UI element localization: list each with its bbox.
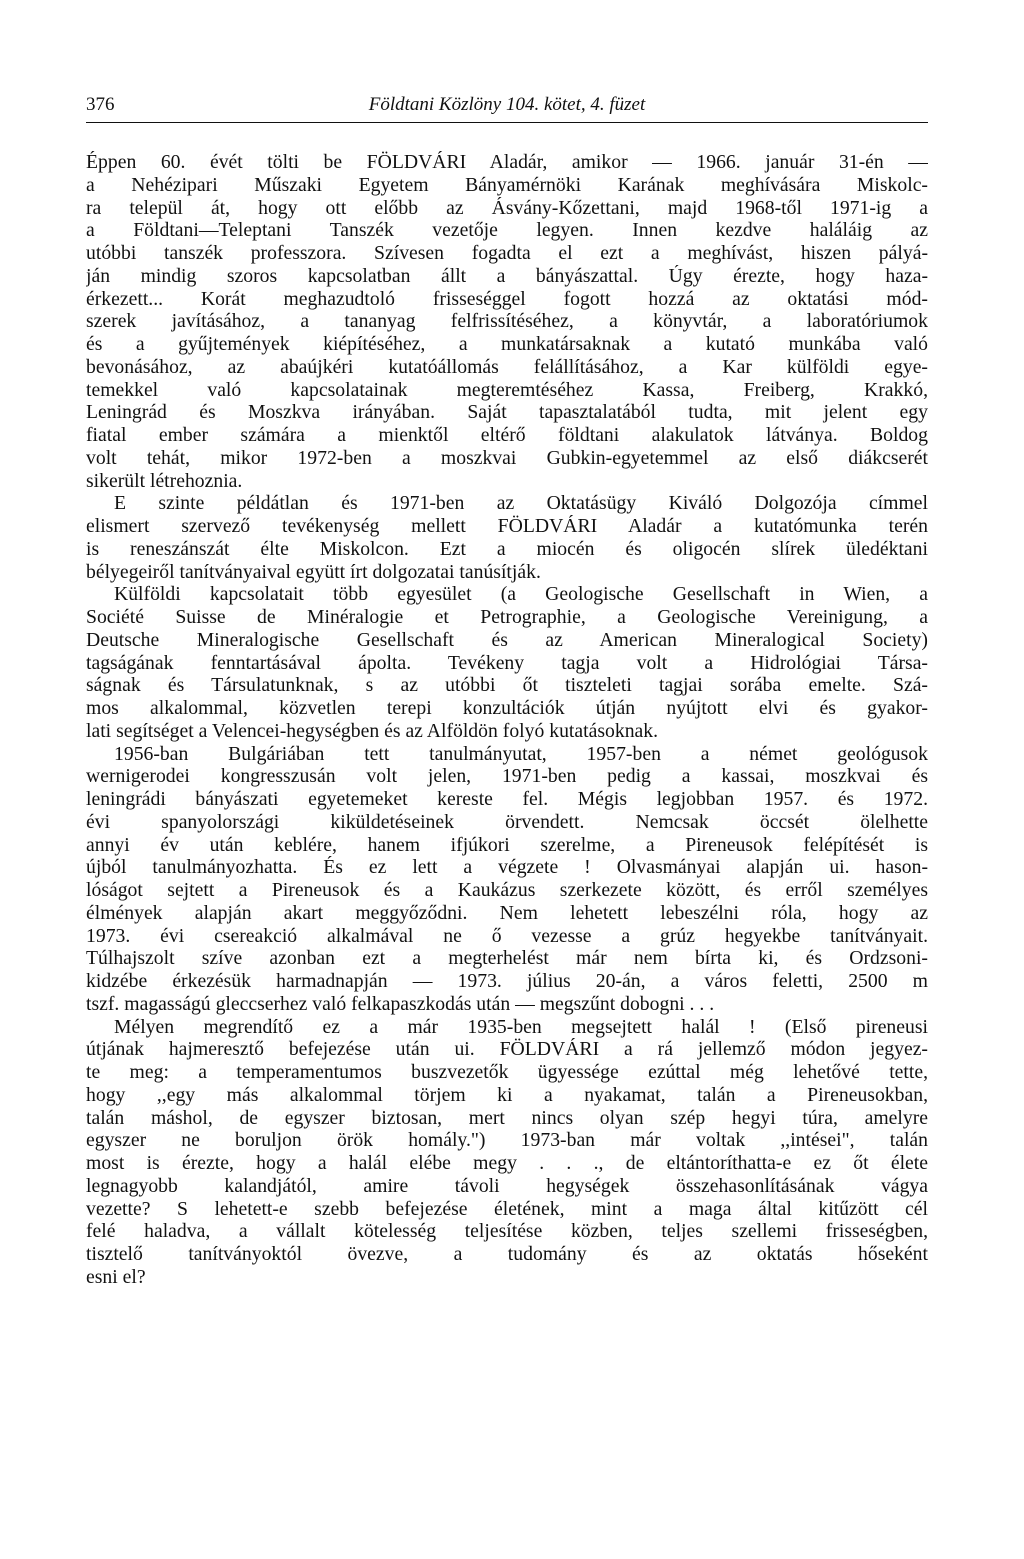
text-line: most is érezte, hogy a halál elébe megy . . ., de eltántoríthatta-e ez őt élete: [86, 1152, 928, 1174]
text-line: Túlhajszolt szíve azonban ezt a megterhelést már nem bírta ki, és Ordzsoni-: [86, 947, 928, 970]
text-line: utóbbi tanszék professzora. Szívesen fogadta el ezt a meghívást, hiszen pályá-: [86, 242, 928, 264]
text-line: hogy ,,egy más alkalommal törjem ki a nyakamat, talán a Pireneusokban,: [86, 1083, 928, 1106]
text-line: leningrádi bányászati egyetemeket kereste fel. Mégis legjobban 1957. és 1972.: [86, 788, 928, 810]
running-header: [86, 88, 928, 123]
text-line: évi spanyolországi kiküldetéseinek örvendett. Nemcsak öccsét ölelhette: [86, 810, 928, 833]
text-line: annyi év után keblére, hanem ifjúkori szerelme, a Pireneusok felépítését is: [86, 833, 928, 856]
text-line: ra települ át, hogy ott előbb az Ásvány-Kőzettani, majd 1968-től 1971-ig a: [86, 196, 928, 219]
text-line: és a gyűjtemények kiépítéséhez, a munkatársaknak a kutató munkába való: [86, 333, 928, 355]
text-line: egyszer ne boruljon örök homály.") 1973-ban már voltak ,,intései", talán: [86, 1129, 928, 1152]
text-line: kidzébe érkezésük harmadnapján — 1973. július 20-án, a város feletti, 2500 m: [86, 970, 928, 992]
text-line: is reneszánszát élte Miskolcon. Ezt a miocén és oligocén slírek üledéktani: [86, 537, 928, 560]
text-line: esni el?: [86, 1265, 146, 1288]
text-line: Leningrád és Moszkva irányában. Saját tapasztalatából tudta, mit jelent egy: [86, 401, 928, 424]
text-line: újból tanulmányozhatta. És ez lett a végzete ! Olvasmányai alapján ui. hason-: [86, 856, 928, 879]
text-line: mos alkalommal, közvetlen terepi konzultációk útján nyújtott elvi és gyakor-: [86, 697, 928, 719]
paragraph: [86, 492, 928, 583]
text-line: volt tehát, mikor 1972-ben a moszkvai Gubkin-egyetemmel az első diákcserét: [86, 446, 928, 469]
page-number: 376: [86, 94, 115, 115]
body-text: [86, 151, 928, 1289]
text-line: 1956-ban Bulgáriában tett tanulmányutat, 1957-ben a német geológusok: [114, 742, 928, 765]
text-line: E szinte példátlan és 1971-ben az Oktatásügy Kiváló Dolgozója címmel: [114, 492, 928, 515]
paragraph: [86, 583, 928, 742]
text-line: felé haladva, a vállalt kötelesség teljesítése közben, teljes szellemi frisseségben,: [86, 1220, 928, 1243]
text-line: elismert szervező tevékenység mellett FÖLDVÁRI Aladár a kutatómunka terén: [86, 515, 928, 537]
text-line: legnagyobb kalandjától, amire távoli hegységek összehasonlításának vágya: [86, 1174, 928, 1197]
text-line: bevonásához, az abaújkéri kutatóállomás felállításához, a Kar külföldi egye-: [86, 355, 928, 378]
text-line: lati segítséget a Velencei-hegységben és az Alföldön folyó kutatásoknak.: [86, 719, 659, 742]
text-line: ján mindig szoros kapcsolatban állt a bányászattal. Úgy érezte, hogy haza-: [86, 264, 928, 287]
text-line: tagságának fenntartásával ápolta. Tevékeny tagja volt a Hidrológiai Társa-: [86, 651, 928, 674]
text-line: Külföldi kapcsolatait több egyesület (a Geologische Gesellschaft in Wien, a: [114, 583, 928, 606]
text-line: sikerült létrehoznia.: [86, 469, 243, 492]
text-line: Mélyen megrendítő ez a már 1935-ben megsejtett halál ! (Első pireneusi: [114, 1015, 928, 1038]
text-line: 1973. évi csereakció alkalmával ne ő vezesse a grúz hegyekbe tanítványait.: [86, 924, 928, 947]
text-line: lóságot sejtett a Pireneusok és a Kaukázus szerkezete között, és erről személyes: [86, 879, 928, 901]
text-line: élmények alapján akart meggyőződni. Nem lehetett lebeszélni róla, hogy az: [86, 901, 928, 924]
text-line: szerek javításához, a tananyag felfrissítéséhez, a könyvtár, a laboratóriumok: [86, 310, 928, 333]
text-line: vezette? S lehetett-e szebb befejezése életének, mint a maga által kitűzött cél: [86, 1197, 928, 1220]
text-line: a Földtani—Teleptani Tanszék vezetője legyen. Innen kezdve haláláig az: [86, 219, 928, 242]
text-line: Société Suisse de Minéralogie et Petrographie, a Geologische Vereinigung, a: [86, 606, 928, 628]
text-line: bélyegeiről tanítványaival együtt írt dolgozatai tanúsítják.: [86, 560, 541, 583]
text-line: tisztelő tanítványoktól övezve, a tudomány és az oktatás hőseként: [86, 1243, 928, 1265]
text-line: wernigerodei kongresszusán volt jelen, 1971-ben pedig a kassai, moszkvai és: [86, 765, 928, 788]
text-line: talán máshol, de egyszer biztosan, mert nincs olyan szép hegyi túra, amelyre: [86, 1106, 928, 1129]
text-line: a Nehézipari Műszaki Egyetem Bányamérnöki Karának meghívására Miskolc-: [86, 173, 928, 196]
text-line: tszf. magasságú gleccserhez való felkapaszkodás után — megszűnt dobogni . . .: [86, 992, 715, 1015]
text-line: ságnak és Társulatunknak, s az utóbbi őt tiszteleti tagjai sorába emelte. Szá-: [86, 674, 928, 697]
paragraph: [86, 151, 928, 492]
text-line: érkezett... Korát meghazudtoló frisseséggel fogott hozzá az oktatási mód-: [86, 287, 928, 310]
text-line: fiatal ember számára a mienktől eltérő földtani alakulatok látványa. Boldog: [86, 424, 928, 446]
text-line: Éppen 60. évét tölti be FÖLDVÁRI Aladár, amikor — 1966. január 31-én —: [86, 151, 928, 173]
text-line: útjának hajmeresztő befejezése után ui. FÖLDVÁRI a rá jellemző módon jegyez-: [86, 1038, 928, 1061]
text-line: te meg: a temperamentumos buszvezetők ügyessége ezúttal még lehetővé tette,: [86, 1061, 928, 1083]
document-page: [86, 88, 928, 1289]
paragraph: [86, 1016, 928, 1289]
paragraph: [86, 743, 928, 1016]
text-line: temekkel való kapcsolatainak megteremtéséhez Kassa, Freiberg, Krakkó,: [86, 378, 928, 401]
text-line: Deutsche Mineralogische Gesellschaft és az American Mineralogical Society): [86, 628, 928, 651]
journal-title: Földtani Közlöny 104. kötet, 4. füzet: [368, 94, 646, 115]
